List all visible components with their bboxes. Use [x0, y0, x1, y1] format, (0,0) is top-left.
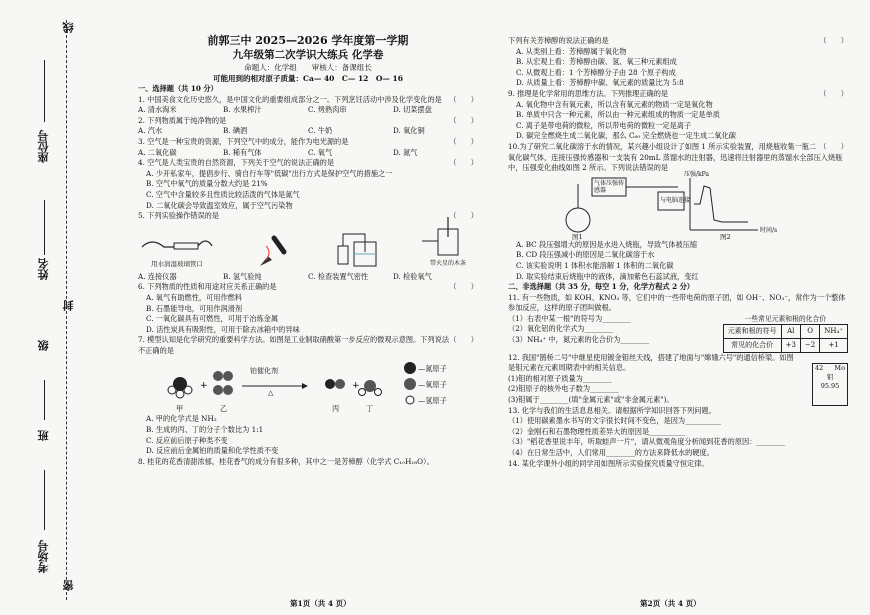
question-11-blanks	[508, 314, 678, 353]
molecule-label: 丙	[332, 404, 340, 414]
fill-blank[interactable]: (3)钼属于________(填"金属元素"或"非金属元素")。	[508, 395, 674, 405]
exam-title: 前郭三中 2025—2026 学年度第一学期	[207, 34, 409, 47]
option: D. 氮气	[393, 147, 418, 157]
question-5-options	[138, 272, 478, 283]
question-4: （ ） 4. 空气是人类宝贵的自然资源，下列关于空气的说法正确的是	[138, 158, 478, 168]
option: A. 汽水	[138, 126, 163, 136]
question-1: （ ） 1. 中国美食文化历史悠久，是中国文化的重要组成部分之一。下列烹饪活动中涉及化学变化的是	[138, 94, 478, 104]
question-14: 14. 某化学课外小组的同学用如图所示实验探究质量守恒定律。	[508, 458, 709, 468]
seal-char: 密	[62, 580, 75, 591]
option: C. 离子是带电荷的微粒，所以带电荷的微粒一定是离子	[516, 120, 692, 130]
answer-bracket[interactable]: （ ）	[819, 36, 848, 45]
axis-label: 压强/kPa	[684, 170, 710, 178]
exam-room-label: 考场号	[37, 540, 50, 573]
option: A. 氧气有助燃性，可用作燃料	[146, 292, 243, 302]
option: D. 二氧化碳会导致温室效应，属于空气污染物	[146, 200, 293, 210]
option: B. 氢气验纯	[223, 271, 262, 281]
option: B. 空气中氧气的质量分数大约是 21%	[146, 179, 268, 189]
question-8: 8. 桂花的花香清甜浓郁，桂花香气的成分有很多种，其中之一是芳樟醇（化学式 C₁₀H₁₈O）。	[138, 456, 434, 466]
question-11-body	[508, 314, 848, 353]
atomic-mass: 可能用到的相对原子质量：Ca— 40 C— 12 O— 16	[213, 74, 403, 83]
question-7: （ ） 7. 模型认知是化学研究的重要科学方法。如图是工业制取硝酸第一步反应的微观示意图。下列说法不正确的是	[138, 335, 478, 355]
question-3-options	[138, 148, 478, 159]
page-1-footer: 第1页（共 4 页）	[290, 599, 351, 608]
option: A. 氧化物中含有氧元素，所以含有氧元素的物质一定是氧化物	[516, 99, 713, 109]
fill-blank[interactable]: （2）金刚石和石墨物理性质差异大的原因是__________	[508, 426, 686, 436]
page-2-column	[508, 36, 848, 469]
figure-caption: 图2	[720, 232, 731, 241]
answer-bracket[interactable]: （ ）	[449, 94, 478, 104]
legend-item: —氢原子	[418, 396, 447, 406]
option: B. 水果榨汁	[223, 105, 262, 115]
option: D. 取实验结束后烧瓶中的液体，滴加紫色石蕊试液，变红	[516, 271, 699, 281]
figure-caption: 带火星的木条	[429, 260, 466, 268]
option: C. 烤熟肉串	[308, 105, 347, 115]
computer-label: 与电脑连接	[660, 196, 691, 204]
question-3: （ ） 3. 空气是一种宝贵的资源，下列空气中的成分，能作为电光源的是	[138, 136, 478, 146]
option: A. 甲的化学式是 NH₃	[146, 414, 217, 424]
condition-label: △	[268, 389, 274, 398]
fill-blank[interactable]: (1)钼的相对原子质量为________	[508, 373, 612, 383]
table-caption: 一些常见元素和根的化合价	[744, 314, 827, 323]
question-2-options	[138, 126, 478, 137]
answer-bracket[interactable]: （ ）	[449, 282, 478, 292]
page-2-footer: 第2页（共 4 页）	[640, 599, 701, 608]
reaction-diagram	[138, 356, 478, 414]
option: A. 清水淘米	[138, 105, 177, 115]
fill-blank[interactable]: （3）NH₄⁺ 中，氮元素的化合价为________	[508, 335, 650, 345]
binding-margin	[0, 0, 78, 615]
seal-char: 线	[62, 22, 75, 33]
seat-label: 座位号	[37, 130, 50, 163]
option: D. 反应前后金属铂的质量和化学性质不变	[146, 446, 279, 456]
class-label: 班	[37, 430, 50, 441]
answer-bracket[interactable]: （ ）	[449, 158, 478, 168]
valence-table-wrap	[723, 314, 848, 353]
answer-bracket[interactable]: （ ）	[449, 115, 478, 125]
section-heading: 一、选择题（共 10 分）	[138, 84, 218, 93]
option: C. 空气中含量较多且性质比较活泼的气体是氮气	[146, 189, 300, 199]
valence-table	[723, 324, 848, 352]
page-1-column	[138, 34, 478, 467]
option: B. 石墨能导电，可用作润滑剂	[146, 303, 243, 313]
option: C. 检查装置气密性	[308, 271, 369, 281]
class-label: 级	[37, 340, 50, 351]
table-row: 常见的化合价 +3 −2 +1	[723, 339, 847, 353]
section-heading: 二、非选择题（共 35 分，每空 1 分，化学方程式 2 分）	[508, 282, 694, 292]
question-5: （ ） 5. 下列实验操作错误的是	[138, 211, 478, 221]
class-blank[interactable]	[44, 380, 45, 420]
option: C. 氧气	[308, 147, 333, 157]
option: A. 少开私家车，提倡步行、骑自行车等"低碳"出行方式是保护空气的措施之一	[146, 168, 393, 178]
legend-item: —氧原子	[418, 380, 447, 390]
figure-caption: 用水润湿玻璃管口	[151, 260, 203, 269]
option: B. 生成的丙、丁的分子个数比为 1:1	[146, 425, 264, 435]
question-13: 13. 化学与我们的生活息息相关。请根据所学知识回答下列问题。	[508, 405, 716, 415]
question-10: （ ） 10.为了研究二氧化碳溶于水的情况，某兴趣小组设计了如图 1 所示实验装置，用烧瓶收集一瓶二氧化碳气体，连接压强传感器和一支装有 20mL 蒸馏水的注射器，迅速将注射器里的蒸馏水全部压入烧瓶中，压强变化曲线如图 2 所示。下列说法错误的是	[508, 141, 848, 173]
answer-bracket[interactable]: （ ）	[449, 211, 478, 221]
option: C. 从微观上看：1 个芳樟醇分子由 28 个原子构成	[516, 67, 676, 77]
option: A. 连接仪器	[138, 271, 177, 281]
exam-authors: 命题人：化学组 审核人：备课组长	[244, 63, 372, 72]
figure-connect-apparatus	[138, 225, 216, 270]
molecule-label: 丁	[366, 404, 374, 414]
option: A. BC 段压强增大的原因是水进入烧瓶，导致气体被压缩	[516, 239, 698, 249]
seal-char: 封	[62, 300, 75, 311]
option: A. 二氧化碳	[138, 147, 177, 157]
question-5-figures	[138, 224, 478, 270]
option: B. 稀有气体	[223, 147, 262, 157]
option: D. 从质量上看：芳樟醇中碳、氧元素的质量比为 5:8	[516, 78, 684, 88]
figure-airtightness	[334, 228, 384, 270]
option: A. 从类别上看：芳樟醇属于氧化物	[516, 46, 627, 56]
svg-text:+: +	[352, 381, 360, 392]
option: C. 一氧化碳具有可燃性，可用于冶炼金属	[146, 314, 279, 324]
option: D. 氧化铜	[393, 126, 425, 136]
figure-oxygen-test	[418, 217, 478, 270]
fill-blank[interactable]: (2)钼原子的核外电子数为________	[508, 384, 619, 394]
periodic-table-cell: 42 Mo 钼 95.95	[812, 363, 848, 406]
fill-blank[interactable]: （3）"稻花香里说丰年，听取蛙声一片"，请从微观角度分析闻到花香的原因：________	[508, 437, 786, 447]
figure-caption: 图1	[572, 232, 583, 241]
answer-bracket[interactable]: （ ）	[449, 136, 478, 146]
sensor-label: 气体压强传感器	[594, 179, 625, 194]
name-label: 姓名	[37, 258, 50, 280]
question-6: （ ） 6. 下列物质的性质和用途对应关系正确的是	[138, 282, 478, 292]
fill-blank[interactable]: （4）在日常生活中，人们常用________的方法来降低水的硬度。	[508, 448, 714, 457]
option: B. 碘酒	[223, 126, 248, 136]
answer-bracket[interactable]: （ ）	[819, 88, 848, 98]
fill-blank[interactable]: （1）右表中某一根"的符号为________	[508, 313, 631, 323]
question-12: 12. 我国"鹊桥二号"中继星使用镀金钼丝天线，搭建了地面与"嫦娥六号"的通信桥梁。如图是钼元素在元素周期表中的相关信息。 (1)钼的相对原子质量为________ (2)钼原子的核外电子数为________ (3)钼属于________(填"金属元素"或"非金属元素")。 42 Mo 钼 95.95	[508, 353, 848, 406]
svg-text:+: +	[200, 381, 208, 392]
axis-label: 时间/s	[760, 226, 778, 234]
catalyst-label: 铂催化剂	[250, 367, 278, 376]
name-blank[interactable]	[44, 200, 45, 255]
exam-subtitle: 九年级第二次学识大练兵 化学卷	[232, 49, 384, 61]
question-9: （ ） 9. 推理是化学常用的思维方法。下列推理正确的是	[508, 88, 848, 98]
question-10-figures	[508, 170, 848, 241]
fill-blank[interactable]: （1）使用碳素墨水书写的文字很长时间不变色，是因为__________	[508, 416, 722, 426]
option: D. 切菜摆盘	[393, 105, 432, 115]
question-8-continued: （ ） 下列有关芳樟醇的说法正确的是	[508, 36, 848, 45]
molecule-label: 甲	[176, 404, 184, 414]
option: B. 从宏观上看：芳樟醇由碳、氢、氧三种元素组成	[516, 57, 677, 67]
answer-bracket[interactable]: （ ）	[449, 335, 478, 345]
option: C. 该实验说明 1 体积水能溶解 1 体积的二氧化碳	[516, 260, 674, 270]
fill-blank[interactable]: （2）氧化铝的化学式为________	[508, 324, 614, 334]
option: D. 碳完全燃烧生成二氧化碳，那么 C₆₀ 完全燃烧也一定生成二氧化碳	[516, 131, 736, 141]
legend-item: —氮原子	[418, 364, 447, 374]
option: D. 检验氧气	[393, 271, 432, 281]
option: C. 牛奶	[308, 126, 333, 136]
molecule-label: 乙	[220, 404, 228, 414]
figure-hydrogen-test	[250, 230, 300, 270]
seat-blank[interactable]	[44, 60, 45, 122]
option: C. 反应前后原子种类不变	[146, 435, 228, 445]
exam-room-blank[interactable]	[44, 470, 45, 530]
answer-bracket[interactable]: （ ）	[819, 141, 848, 151]
option: D. 活性炭具有吸附性，可用于除去冰箱中的异味	[146, 324, 300, 334]
question-1-options	[138, 105, 478, 116]
option: B. 单质中只含一种元素，所以由一种元素组成的物质一定是单质	[516, 110, 720, 120]
question-11: 11. 有一些物质，如 KOH、KNO₃ 等，它们中的一些带电荷的原子团，如 OH⁻、NO₃⁻，常作为一个整体参加反应，这样的原子团叫做根。	[508, 292, 846, 313]
question-2: （ ） 2. 下列物质属于纯净物的是	[138, 115, 478, 125]
table-row: 元素和根的符号 Al O NH₄⁺	[723, 325, 847, 339]
option: B. CD 段压强减小的原因是二氧化碳溶于水	[516, 250, 655, 260]
